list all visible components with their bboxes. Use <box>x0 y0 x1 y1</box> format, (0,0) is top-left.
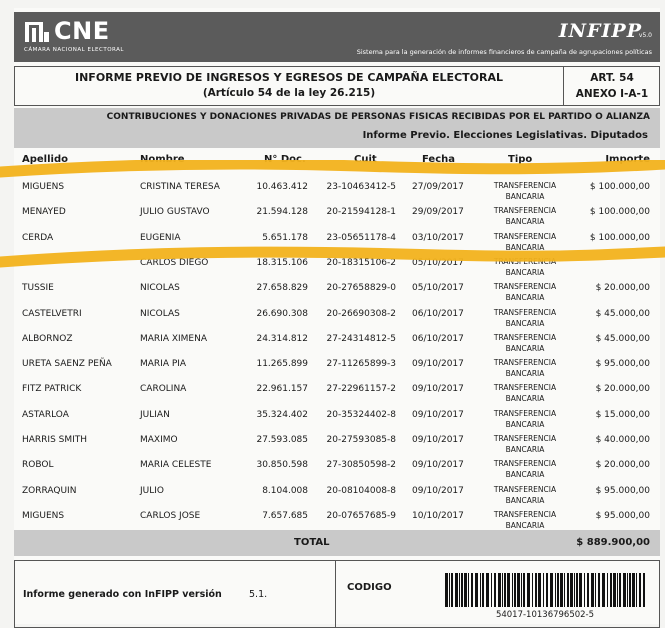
cell-cuit: 20-26690308-2 <box>326 308 396 319</box>
cell-tipo-line1: TRANSFERENCIA <box>493 231 557 241</box>
cell-tipo-line2: BANCARIA <box>505 242 545 252</box>
col-header-cuit: Cuit <box>354 154 377 165</box>
cell-fecha: 09/10/2017 <box>412 460 464 471</box>
infipp-version-mark: v5.0 <box>638 32 652 39</box>
cell-tipo-line1: TRANSFERENCIA <box>493 434 557 443</box>
cell-tipo-line2: BANCARIA <box>505 343 545 353</box>
report-law-reference: (Artículo 54 de la ley 26.215) <box>202 87 376 99</box>
cell-tipo-line2: BANCARIA <box>505 217 545 227</box>
barcode-number: 54017-10136796502-5 <box>495 610 595 620</box>
table-row <box>14 180 660 205</box>
cell-fecha: 10/10/2017 <box>412 510 464 521</box>
cell-cuit: 20-27593085-8 <box>326 435 396 445</box>
cell-dni: 21.594.128 <box>256 207 308 218</box>
infipp-version: 5.1. <box>249 589 268 600</box>
cell-importe: $ 40.000,00 <box>595 435 650 445</box>
cell-importe: $ 45.000,00 <box>595 308 650 319</box>
cell-nombre: JULIO <box>140 485 164 496</box>
cell-nombre: CAROLINA <box>140 384 187 395</box>
cell-cuit: 27-11265899-3 <box>326 359 396 370</box>
cell-dni: 27.658.829 <box>256 283 308 294</box>
cell-dni: 5.651.178 <box>262 232 308 243</box>
col-header-importe: Importe <box>605 154 650 165</box>
cell-tipo-line1: TRANSFERENCIA <box>493 459 557 469</box>
cell-importe: $ 95.000,00 <box>595 359 650 370</box>
cell-apellido: CERDA <box>22 232 54 243</box>
cell-dni: 30.850.598 <box>256 460 308 471</box>
cne-emblem-icon <box>24 18 50 44</box>
cell-apellido: CASTELVETRI <box>22 308 82 319</box>
cell-fecha: 09/10/2017 <box>412 359 464 370</box>
col-header-tipo: Tipo <box>508 154 533 165</box>
cell-tipo <box>484 357 566 379</box>
cell-importe: $ 20.000,00 <box>595 283 650 294</box>
cell-tipo-line2: BANCARIA <box>505 419 545 429</box>
cell-nombre: MAXIMO <box>140 435 178 445</box>
cell-dni: 11.265.899 <box>256 359 308 370</box>
cell-tipo <box>484 332 566 354</box>
codigo-label: CODIGO <box>347 582 392 593</box>
cell-importe: $ 15.000,00 <box>595 409 650 420</box>
cell-tipo <box>484 509 566 531</box>
cell-importe: $ 100.000,00 <box>589 232 650 243</box>
annex-code: ANEXO I-A-1 <box>575 88 649 100</box>
table-row <box>14 205 660 230</box>
cell-cuit: 20-08104008-8 <box>326 485 396 496</box>
cell-nombre: MARIA XIMENA <box>140 333 208 344</box>
cell-cuit: 23-10463412-5 <box>326 182 396 192</box>
cell-tipo-line2: BANCARIA <box>505 520 545 530</box>
infipp-logo-text: INFIPP <box>558 20 642 42</box>
cell-importe: $ 45.000,00 <box>595 333 650 344</box>
cell-dni: 24.314.812 <box>256 333 308 344</box>
cell-fecha: 09/10/2017 <box>412 409 464 420</box>
cell-dni: 35.324.402 <box>256 409 308 420</box>
cell-tipo-line1: TRANSFERENCIA <box>493 332 557 342</box>
cell-apellido: URETA SAENZ PEÑA <box>22 359 112 370</box>
cell-cuit: 23-05651178-4 <box>326 232 396 243</box>
cell-nombre: CRISTINA TERESA <box>140 182 220 192</box>
cell-dni: 10.463.412 <box>256 182 308 192</box>
cell-nombre: MARIA CELESTE <box>140 460 212 471</box>
cell-nombre: CARLOS DIEGO <box>140 257 209 268</box>
cell-tipo-line1: TRANSFERENCIA <box>493 181 557 190</box>
table-row <box>14 281 660 306</box>
cell-tipo-line1: TRANSFERENCIA <box>493 358 557 368</box>
cell-tipo <box>484 307 566 329</box>
cell-cuit: 27-30850598-2 <box>326 460 396 471</box>
cell-fecha: 06/10/2017 <box>412 333 464 344</box>
cell-apellido: ROBOL <box>22 460 54 471</box>
cell-fecha: 09/10/2017 <box>412 384 464 395</box>
cell-tipo-line1: TRANSFERENCIA <box>493 206 557 216</box>
cell-tipo-line1: TRANSFERENCIA <box>493 282 557 292</box>
cell-tipo-line2: BANCARIA <box>505 318 545 328</box>
table-row <box>14 458 660 483</box>
cell-nombre: JULIAN <box>140 409 170 420</box>
col-header-nombre: Nombre <box>140 154 185 165</box>
cell-apellido: FITZ PATRICK <box>22 384 82 395</box>
cne-logo-subtitle: CÁMARA NACIONAL ELECTORAL <box>24 47 124 53</box>
cell-tipo-line2: BANCARIA <box>505 192 545 201</box>
report-title-box <box>14 66 660 106</box>
cell-tipo <box>484 433 566 455</box>
cell-tipo-line1: TRANSFERENCIA <box>493 383 557 393</box>
total-value: $ 889.900,00 <box>576 537 650 548</box>
cell-tipo-line2: BANCARIA <box>505 267 545 277</box>
col-header-dni: N° Doc. <box>264 154 306 165</box>
cell-apellido: ALBORNOZ <box>22 333 73 344</box>
cell-apellido: ZORRAQUIN <box>22 485 77 496</box>
cell-tipo <box>484 484 566 506</box>
total-label: TOTAL <box>294 537 330 548</box>
cell-apellido: TUSSIE <box>22 283 54 294</box>
article-number: ART. 54 <box>590 72 634 84</box>
cell-tipo-line2: BANCARIA <box>505 495 545 505</box>
cell-tipo-line1: TRANSFERENCIA <box>493 484 557 494</box>
generated-with-label: Informe generado con InFIPP versión <box>23 589 222 600</box>
cell-fecha: 27/09/2017 <box>412 182 464 192</box>
cell-tipo <box>484 281 566 303</box>
cne-logo-text: CNE <box>54 17 110 45</box>
highlighter-stroke-bottom <box>0 246 665 268</box>
cell-apellido: ASTARLOA <box>22 409 69 420</box>
cell-fecha: 09/10/2017 <box>412 435 464 445</box>
cell-tipo-line1: TRANSFERENCIA <box>493 408 557 418</box>
cell-cuit: 27-24314812-5 <box>326 333 396 344</box>
cell-cuit: 20-27658829-0 <box>326 283 396 294</box>
cell-tipo-line2: BANCARIA <box>505 293 545 303</box>
cell-nombre: NICOLAS <box>140 308 180 319</box>
cell-tipo <box>484 180 566 202</box>
cell-dni: 27.593.085 <box>256 435 308 445</box>
cell-cuit: 20-21594128-1 <box>326 207 396 218</box>
cell-tipo <box>484 458 566 480</box>
cell-importe: $ 100.000,00 <box>589 182 650 192</box>
cell-tipo-line1: TRANSFERENCIA <box>493 307 557 317</box>
section-heading: CONTRIBUCIONES Y DONACIONES PRIVADAS DE PERSONAS FISICAS RECIBIDAS POR EL PARTIDO O ALIANZA <box>106 112 650 122</box>
cell-fecha: 09/10/2017 <box>412 485 464 496</box>
cell-nombre: EUGENIA <box>140 232 181 243</box>
col-header-apellido: Apellido <box>22 154 68 165</box>
footer-divider <box>335 561 336 627</box>
cell-dni: 18.315.106 <box>256 257 308 268</box>
highlighter-stroke-top <box>0 160 665 178</box>
cell-importe: $ 20.000,00 <box>595 384 650 395</box>
col-header-fecha: Fecha <box>422 154 456 165</box>
report-footer <box>14 560 660 628</box>
barcode-icon <box>445 573 645 607</box>
cell-nombre: CARLOS JOSE <box>140 510 201 521</box>
table-row <box>14 382 660 407</box>
cell-fecha: 03/10/2017 <box>412 232 464 243</box>
cell-apellido: MIGUENS <box>22 182 65 192</box>
cell-importe: $ 100.000,00 <box>589 207 650 218</box>
cell-dni: 8.104.008 <box>262 485 308 496</box>
cell-tipo-line2: BANCARIA <box>505 470 545 480</box>
section-subheading: Informe Previo. Elecciones Legislativas. Diputados <box>362 130 648 141</box>
cell-tipo-line2: BANCARIA <box>505 445 545 454</box>
table-row <box>14 357 660 382</box>
cell-cuit: 27-22961157-2 <box>326 384 396 395</box>
table-row <box>14 408 660 433</box>
cell-apellido: HARRIS SMITH <box>22 435 88 445</box>
cell-fecha: 29/09/2017 <box>412 207 464 218</box>
cell-cuit: 20-35324402-8 <box>326 409 396 420</box>
cell-tipo-line1: TRANSFERENCIA <box>493 256 557 266</box>
system-subtitle: Sistema para la generación de informes financieros de campaña de agrupaciones políticas <box>356 48 652 56</box>
table-row <box>14 332 660 357</box>
cell-tipo-line2: BANCARIA <box>505 369 545 379</box>
cell-fecha: 06/10/2017 <box>412 308 464 319</box>
report-title: INFORME PREVIO DE INGRESOS Y EGRESOS DE CAMPAÑA ELECTORAL <box>75 71 503 84</box>
cell-dni: 7.657.685 <box>262 510 308 521</box>
table-row <box>14 484 660 509</box>
table-row <box>14 433 660 458</box>
cell-tipo-line1: TRANSFERENCIA <box>493 509 557 519</box>
cell-importe: $ 95.000,00 <box>595 485 650 496</box>
section-banner <box>14 108 660 148</box>
cell-tipo-line2: BANCARIA <box>505 394 545 404</box>
total-band <box>14 530 660 556</box>
cell-dni: 26.690.308 <box>256 308 308 319</box>
report-header <box>14 12 660 62</box>
cell-nombre: JULIO GUSTAVO <box>140 207 210 218</box>
cell-apellido: MIGUENS <box>22 510 65 521</box>
cell-importe: $ 95.000,00 <box>595 510 650 521</box>
cell-nombre: MARIA PIA <box>140 359 187 370</box>
cell-fecha: 05/10/2017 <box>412 283 464 294</box>
cell-tipo <box>484 205 566 227</box>
cell-tipo <box>484 382 566 404</box>
cell-tipo <box>484 408 566 430</box>
cell-dni: 22.961.157 <box>256 384 308 395</box>
cell-nombre: NICOLAS <box>140 283 180 294</box>
cell-importe: $ 20.000,00 <box>595 460 650 471</box>
cell-apellido: MENAYED <box>22 207 66 218</box>
table-row <box>14 307 660 332</box>
cell-fecha: 05/10/2017 <box>412 257 464 268</box>
report-page <box>14 8 660 624</box>
cell-cuit: 20-18315106-2 <box>326 257 396 268</box>
cell-cuit: 20-07657685-9 <box>326 510 396 521</box>
